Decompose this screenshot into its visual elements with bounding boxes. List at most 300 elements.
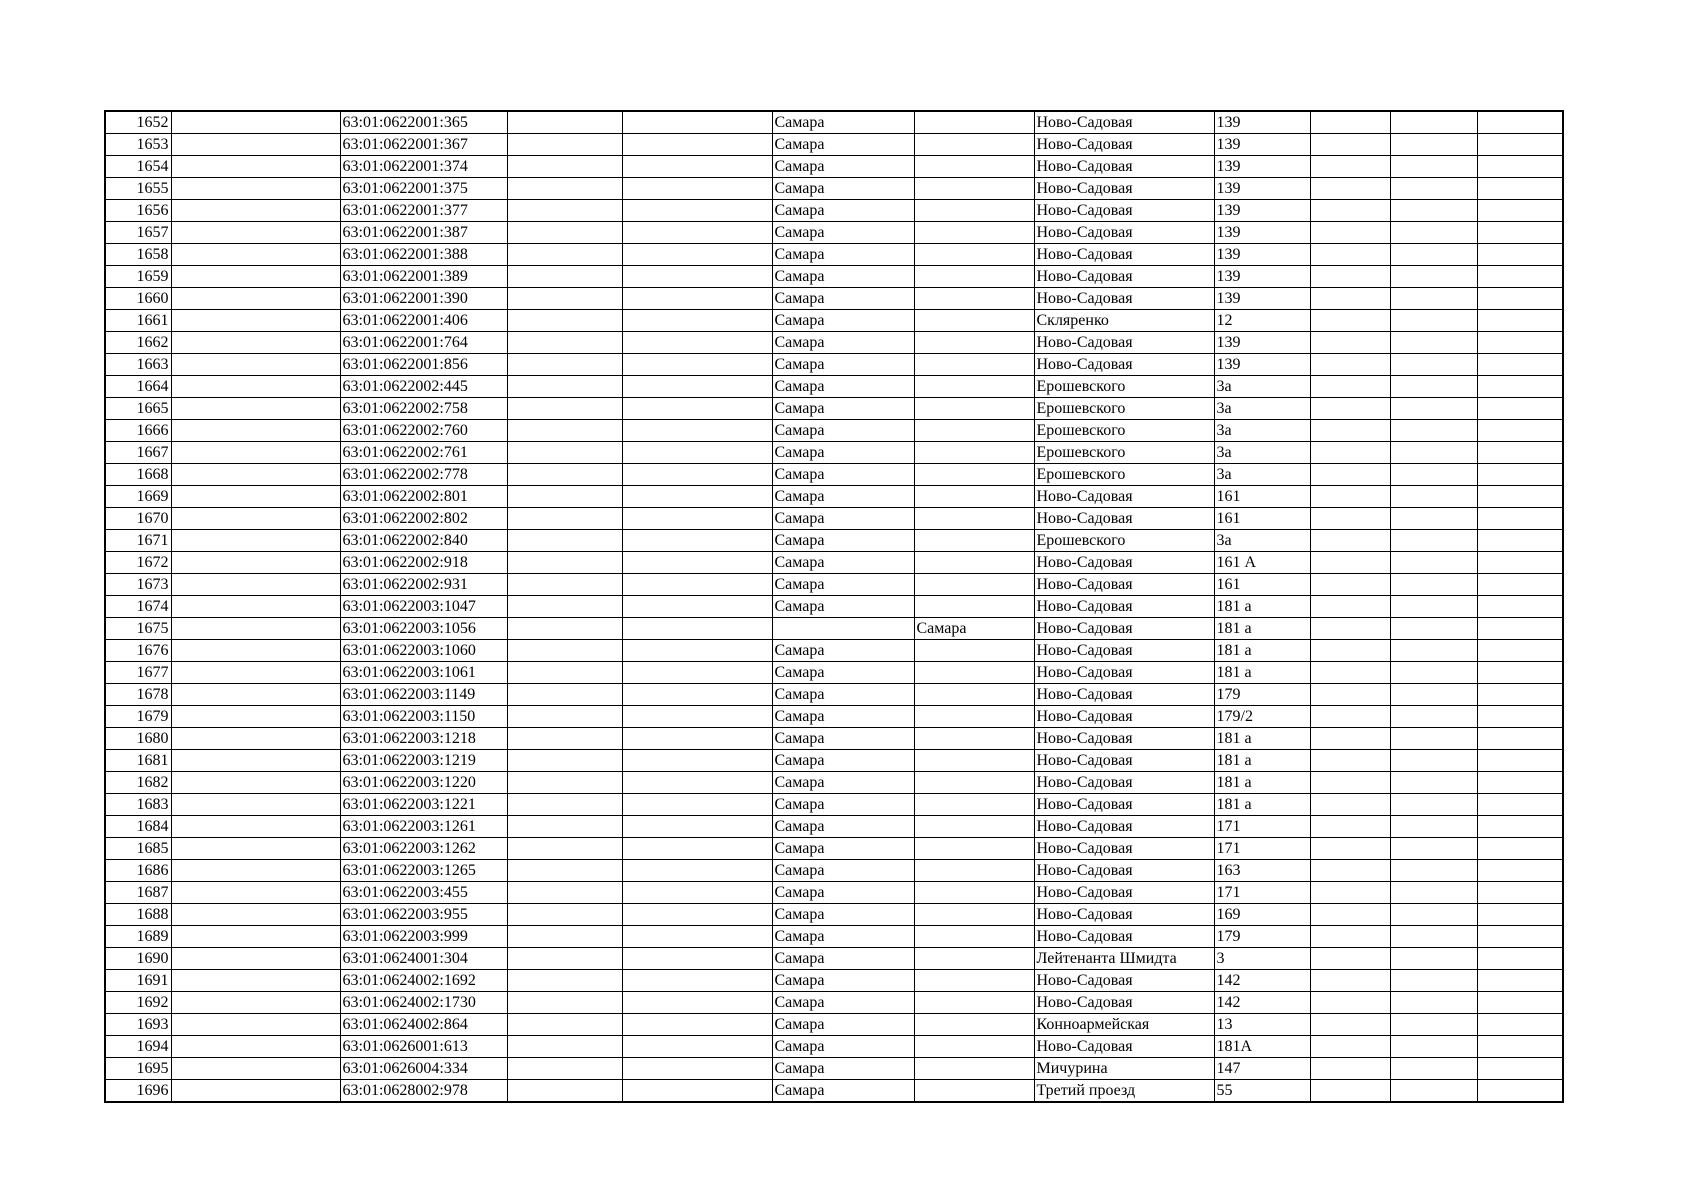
cell-city: Самара <box>772 464 914 486</box>
cell-row-number: 1678 <box>105 684 171 706</box>
cell-blank-col-12 <box>1477 728 1563 750</box>
cell-row-number: 1655 <box>105 178 171 200</box>
cell-street: Ново-Садовая <box>1034 750 1214 772</box>
cell-blank-col-2 <box>171 596 340 618</box>
cell-row-number: 1696 <box>105 1080 171 1103</box>
cell-city: Самара <box>772 178 914 200</box>
cell-blank-col-5 <box>622 596 772 618</box>
cell-row-number: 1690 <box>105 948 171 970</box>
cell-blank-col-2 <box>171 882 340 904</box>
cell-blank-col-2 <box>171 640 340 662</box>
cell-street: Ерошевского <box>1034 442 1214 464</box>
table-row <box>105 728 1563 750</box>
cell-blank-col-12 <box>1477 816 1563 838</box>
table-row <box>105 860 1563 882</box>
cell-street: Ново-Садовая <box>1034 904 1214 926</box>
cell-street: Ново-Садовая <box>1034 288 1214 310</box>
cell-city-alt <box>914 838 1034 860</box>
table-row <box>105 640 1563 662</box>
cell-cadastral-number: 63:01:0622003:1220 <box>340 772 507 794</box>
cell-blank-col-2 <box>171 200 340 222</box>
cell-cadastral-number: 63:01:0624002:1692 <box>340 970 507 992</box>
cell-blank-col-12 <box>1477 662 1563 684</box>
cell-blank-col-4 <box>507 772 622 794</box>
cell-street: Ново-Садовая <box>1034 552 1214 574</box>
cell-blank-col-11 <box>1390 728 1477 750</box>
cell-city: Самара <box>772 596 914 618</box>
cell-street: Ново-Садовая <box>1034 992 1214 1014</box>
cell-house-number: 139 <box>1214 134 1310 156</box>
cell-blank-col-5 <box>622 794 772 816</box>
cell-blank-col-5 <box>622 838 772 860</box>
cell-blank-col-2 <box>171 332 340 354</box>
cell-house-number: 171 <box>1214 882 1310 904</box>
cell-city-alt <box>914 882 1034 904</box>
cell-city: Самара <box>772 1080 914 1103</box>
table-row <box>105 706 1563 728</box>
cell-blank-col-10 <box>1310 222 1390 244</box>
cell-house-number: 3а <box>1214 530 1310 552</box>
table-row <box>105 111 1563 134</box>
cell-blank-col-2 <box>171 662 340 684</box>
cell-house-number: 161 <box>1214 486 1310 508</box>
cell-blank-col-4 <box>507 288 622 310</box>
cell-blank-col-2 <box>171 508 340 530</box>
cell-street: Мичурина <box>1034 1058 1214 1080</box>
cell-cadastral-number: 63:01:0622002:931 <box>340 574 507 596</box>
cell-blank-col-10 <box>1310 970 1390 992</box>
cell-city-alt <box>914 1080 1034 1103</box>
cell-blank-col-10 <box>1310 750 1390 772</box>
cell-blank-col-12 <box>1477 156 1563 178</box>
cell-blank-col-12 <box>1477 420 1563 442</box>
cell-row-number: 1687 <box>105 882 171 904</box>
cell-cadastral-number: 63:01:0622002:445 <box>340 376 507 398</box>
cell-blank-col-12 <box>1477 574 1563 596</box>
cell-cadastral-number: 63:01:0622001:375 <box>340 178 507 200</box>
cell-blank-col-10 <box>1310 398 1390 420</box>
cell-city-alt <box>914 508 1034 530</box>
cell-row-number: 1686 <box>105 860 171 882</box>
cell-blank-col-11 <box>1390 926 1477 948</box>
cell-blank-col-10 <box>1310 574 1390 596</box>
cell-blank-col-10 <box>1310 442 1390 464</box>
table-row <box>105 200 1563 222</box>
table-row <box>105 178 1563 200</box>
cell-blank-col-11 <box>1390 948 1477 970</box>
cell-street: Ново-Садовая <box>1034 508 1214 530</box>
cell-city-alt <box>914 266 1034 288</box>
cell-house-number: 181 а <box>1214 662 1310 684</box>
cell-city: Самара <box>772 288 914 310</box>
cell-blank-col-10 <box>1310 354 1390 376</box>
cell-blank-col-5 <box>622 200 772 222</box>
table-row <box>105 376 1563 398</box>
cell-blank-col-2 <box>171 156 340 178</box>
cell-house-number: 181 а <box>1214 728 1310 750</box>
cell-house-number: 3а <box>1214 442 1310 464</box>
cell-house-number: 179 <box>1214 926 1310 948</box>
cell-street: Ерошевского <box>1034 530 1214 552</box>
cell-blank-col-4 <box>507 816 622 838</box>
cell-street: Скляренко <box>1034 310 1214 332</box>
cell-cadastral-number: 63:01:0622003:1221 <box>340 794 507 816</box>
cell-row-number: 1671 <box>105 530 171 552</box>
cell-city-alt <box>914 596 1034 618</box>
cell-blank-col-10 <box>1310 178 1390 200</box>
cell-house-number: 142 <box>1214 992 1310 1014</box>
cell-blank-col-5 <box>622 1080 772 1103</box>
cell-row-number: 1685 <box>105 838 171 860</box>
cell-blank-col-12 <box>1477 244 1563 266</box>
cell-city-alt <box>914 530 1034 552</box>
cell-blank-col-12 <box>1477 398 1563 420</box>
cell-blank-col-5 <box>622 486 772 508</box>
cell-blank-col-10 <box>1310 288 1390 310</box>
cell-row-number: 1694 <box>105 1036 171 1058</box>
cell-blank-col-10 <box>1310 376 1390 398</box>
cell-city-alt <box>914 552 1034 574</box>
cell-street: Ново-Садовая <box>1034 266 1214 288</box>
cell-blank-col-12 <box>1477 266 1563 288</box>
cell-blank-col-5 <box>622 860 772 882</box>
cell-blank-col-11 <box>1390 684 1477 706</box>
cell-blank-col-11 <box>1390 618 1477 640</box>
cell-cadastral-number: 63:01:0622003:999 <box>340 926 507 948</box>
cell-city: Самара <box>772 970 914 992</box>
cell-blank-col-4 <box>507 618 622 640</box>
cell-blank-col-10 <box>1310 926 1390 948</box>
cell-blank-col-4 <box>507 1058 622 1080</box>
cell-house-number: 12 <box>1214 310 1310 332</box>
cell-city-alt <box>914 420 1034 442</box>
cell-blank-col-4 <box>507 1036 622 1058</box>
cell-city: Самара <box>772 486 914 508</box>
cell-city: Самара <box>772 860 914 882</box>
cell-blank-col-2 <box>171 244 340 266</box>
cell-blank-col-10 <box>1310 794 1390 816</box>
table-row <box>105 992 1563 1014</box>
cell-blank-col-10 <box>1310 838 1390 860</box>
cell-blank-col-5 <box>622 266 772 288</box>
cell-blank-col-2 <box>171 926 340 948</box>
cell-house-number: 139 <box>1214 156 1310 178</box>
cell-row-number: 1676 <box>105 640 171 662</box>
cell-cadastral-number: 63:01:0622001:374 <box>340 156 507 178</box>
cell-cadastral-number: 63:01:0622001:764 <box>340 332 507 354</box>
cell-blank-col-4 <box>507 684 622 706</box>
cell-blank-col-11 <box>1390 1014 1477 1036</box>
cell-cadastral-number: 63:01:0626001:613 <box>340 1036 507 1058</box>
cell-blank-col-4 <box>507 838 622 860</box>
cell-cadastral-number: 63:01:0622002:801 <box>340 486 507 508</box>
cell-blank-col-10 <box>1310 992 1390 1014</box>
cell-cadastral-number: 63:01:0622001:388 <box>340 244 507 266</box>
cell-row-number: 1668 <box>105 464 171 486</box>
cell-city: Самара <box>772 354 914 376</box>
cell-city-alt <box>914 904 1034 926</box>
table-row <box>105 618 1563 640</box>
cell-blank-col-11 <box>1390 750 1477 772</box>
cell-city: Самара <box>772 156 914 178</box>
cell-blank-col-11 <box>1390 442 1477 464</box>
cell-blank-col-12 <box>1477 948 1563 970</box>
cell-blank-col-11 <box>1390 398 1477 420</box>
cell-row-number: 1664 <box>105 376 171 398</box>
cell-blank-col-4 <box>507 530 622 552</box>
cell-blank-col-2 <box>171 706 340 728</box>
cell-row-number: 1695 <box>105 1058 171 1080</box>
cell-blank-col-12 <box>1477 750 1563 772</box>
cell-street: Ново-Садовая <box>1034 178 1214 200</box>
cell-blank-col-2 <box>171 816 340 838</box>
table-row <box>105 1014 1563 1036</box>
cell-blank-col-2 <box>171 750 340 772</box>
cell-blank-col-10 <box>1310 772 1390 794</box>
cell-city: Самара <box>772 420 914 442</box>
table-row <box>105 552 1563 574</box>
cell-street: Ново-Садовая <box>1034 640 1214 662</box>
cell-blank-col-5 <box>622 1058 772 1080</box>
cell-street: Ново-Садовая <box>1034 684 1214 706</box>
cell-cadastral-number: 63:01:0622001:377 <box>340 200 507 222</box>
cell-cadastral-number: 63:01:0622003:1060 <box>340 640 507 662</box>
cell-blank-col-10 <box>1310 486 1390 508</box>
cell-blank-col-2 <box>171 420 340 442</box>
cell-blank-col-11 <box>1390 860 1477 882</box>
cell-blank-col-4 <box>507 750 622 772</box>
cell-row-number: 1692 <box>105 992 171 1014</box>
cell-blank-col-12 <box>1477 904 1563 926</box>
cell-blank-col-10 <box>1310 530 1390 552</box>
cell-blank-col-5 <box>622 992 772 1014</box>
cell-city <box>772 618 914 640</box>
cell-city: Самара <box>772 134 914 156</box>
cell-blank-col-4 <box>507 794 622 816</box>
cell-blank-col-10 <box>1310 596 1390 618</box>
table-row <box>105 684 1563 706</box>
table-row <box>105 156 1563 178</box>
cell-city-alt <box>914 244 1034 266</box>
table-row <box>105 1080 1563 1103</box>
cell-blank-col-2 <box>171 134 340 156</box>
cell-blank-col-2 <box>171 464 340 486</box>
cell-cadastral-number: 63:01:0622002:758 <box>340 398 507 420</box>
cell-blank-col-4 <box>507 134 622 156</box>
table-row <box>105 794 1563 816</box>
cell-blank-col-10 <box>1310 156 1390 178</box>
cell-city: Самара <box>772 948 914 970</box>
cell-blank-col-2 <box>171 442 340 464</box>
cell-house-number: 181А <box>1214 1036 1310 1058</box>
cell-street: Ново-Садовая <box>1034 486 1214 508</box>
cell-city: Самара <box>772 530 914 552</box>
cell-blank-col-5 <box>622 574 772 596</box>
cell-blank-col-12 <box>1477 772 1563 794</box>
cell-blank-col-5 <box>622 332 772 354</box>
cell-row-number: 1658 <box>105 244 171 266</box>
cell-blank-col-5 <box>622 970 772 992</box>
cell-city: Самара <box>772 926 914 948</box>
cell-row-number: 1688 <box>105 904 171 926</box>
cell-city: Самара <box>772 750 914 772</box>
cell-row-number: 1657 <box>105 222 171 244</box>
cell-blank-col-12 <box>1477 486 1563 508</box>
cell-blank-col-12 <box>1477 178 1563 200</box>
cell-cadastral-number: 63:01:0622003:1265 <box>340 860 507 882</box>
cell-blank-col-11 <box>1390 574 1477 596</box>
cell-blank-col-12 <box>1477 332 1563 354</box>
cell-row-number: 1665 <box>105 398 171 420</box>
cell-blank-col-5 <box>622 156 772 178</box>
cell-blank-col-11 <box>1390 310 1477 332</box>
cell-blank-col-10 <box>1310 1036 1390 1058</box>
cell-blank-col-5 <box>622 816 772 838</box>
cell-blank-col-10 <box>1310 310 1390 332</box>
cell-blank-col-4 <box>507 508 622 530</box>
table-row <box>105 882 1563 904</box>
cell-house-number: 3а <box>1214 376 1310 398</box>
cell-city-alt <box>914 134 1034 156</box>
cell-blank-col-4 <box>507 904 622 926</box>
table-row <box>105 772 1563 794</box>
cell-blank-col-4 <box>507 398 622 420</box>
cell-blank-col-5 <box>622 398 772 420</box>
cell-house-number: 181 а <box>1214 772 1310 794</box>
cell-row-number: 1659 <box>105 266 171 288</box>
cell-city: Самара <box>772 882 914 904</box>
cadastral-register-table <box>104 110 1564 1103</box>
cell-row-number: 1652 <box>105 111 171 134</box>
cell-blank-col-11 <box>1390 156 1477 178</box>
cell-cadastral-number: 63:01:0622003:1047 <box>340 596 507 618</box>
cell-cadastral-number: 63:01:0622001:389 <box>340 266 507 288</box>
cell-blank-col-11 <box>1390 662 1477 684</box>
cell-blank-col-5 <box>622 222 772 244</box>
cell-blank-col-12 <box>1477 970 1563 992</box>
cell-city: Самара <box>772 706 914 728</box>
cell-cadastral-number: 63:01:0622003:1219 <box>340 750 507 772</box>
cell-house-number: 3 <box>1214 948 1310 970</box>
cell-street: Ново-Садовая <box>1034 882 1214 904</box>
cell-blank-col-10 <box>1310 618 1390 640</box>
cell-blank-col-10 <box>1310 420 1390 442</box>
cell-blank-col-4 <box>507 266 622 288</box>
cell-house-number: 179/2 <box>1214 706 1310 728</box>
cell-city-alt <box>914 1014 1034 1036</box>
table-row <box>105 332 1563 354</box>
cell-blank-col-5 <box>622 508 772 530</box>
table-row <box>105 464 1563 486</box>
cell-blank-col-2 <box>171 288 340 310</box>
cell-blank-col-12 <box>1477 926 1563 948</box>
cell-street: Ново-Садовая <box>1034 970 1214 992</box>
cell-cadastral-number: 63:01:0624002:864 <box>340 1014 507 1036</box>
cell-blank-col-5 <box>622 111 772 134</box>
cell-blank-col-12 <box>1477 464 1563 486</box>
cell-blank-col-4 <box>507 200 622 222</box>
cell-blank-col-11 <box>1390 882 1477 904</box>
cell-blank-col-2 <box>171 376 340 398</box>
cell-city: Самара <box>772 111 914 134</box>
cell-blank-col-11 <box>1390 332 1477 354</box>
cell-city: Самара <box>772 508 914 530</box>
cell-blank-col-2 <box>171 574 340 596</box>
cell-blank-col-10 <box>1310 111 1390 134</box>
cell-row-number: 1674 <box>105 596 171 618</box>
cell-blank-col-2 <box>171 970 340 992</box>
cell-blank-col-11 <box>1390 772 1477 794</box>
cell-street: Ново-Садовая <box>1034 244 1214 266</box>
cell-blank-col-10 <box>1310 640 1390 662</box>
cell-row-number: 1666 <box>105 420 171 442</box>
cell-city-alt <box>914 486 1034 508</box>
cell-city-alt <box>914 706 1034 728</box>
cell-house-number: 139 <box>1214 288 1310 310</box>
cell-blank-col-10 <box>1310 200 1390 222</box>
cell-blank-col-12 <box>1477 200 1563 222</box>
cell-blank-col-10 <box>1310 1014 1390 1036</box>
cell-blank-col-2 <box>171 222 340 244</box>
cell-blank-col-12 <box>1477 508 1563 530</box>
cell-city: Самара <box>772 244 914 266</box>
cell-city-alt <box>914 728 1034 750</box>
cell-blank-col-2 <box>171 728 340 750</box>
cell-blank-col-11 <box>1390 134 1477 156</box>
cell-city: Самара <box>772 574 914 596</box>
cell-blank-col-5 <box>622 354 772 376</box>
table-row <box>105 838 1563 860</box>
cell-city: Самара <box>772 728 914 750</box>
cell-city: Самара <box>772 398 914 420</box>
cell-cadastral-number: 63:01:0622001:365 <box>340 111 507 134</box>
cell-blank-col-5 <box>622 178 772 200</box>
cell-city-alt <box>914 926 1034 948</box>
cell-blank-col-12 <box>1477 222 1563 244</box>
cell-blank-col-2 <box>171 1014 340 1036</box>
cell-city-alt <box>914 310 1034 332</box>
cell-blank-col-10 <box>1310 266 1390 288</box>
cell-blank-col-2 <box>171 178 340 200</box>
cell-city-alt <box>914 111 1034 134</box>
cell-cadastral-number: 63:01:0622001:406 <box>340 310 507 332</box>
cell-street: Ново-Садовая <box>1034 728 1214 750</box>
table-row <box>105 816 1563 838</box>
cell-blank-col-4 <box>507 728 622 750</box>
cell-house-number: 139 <box>1214 178 1310 200</box>
cell-cadastral-number: 63:01:0622003:1218 <box>340 728 507 750</box>
cell-city-alt <box>914 662 1034 684</box>
cell-row-number: 1672 <box>105 552 171 574</box>
cell-blank-col-2 <box>171 860 340 882</box>
cell-blank-col-4 <box>507 882 622 904</box>
cell-blank-col-10 <box>1310 860 1390 882</box>
cell-row-number: 1669 <box>105 486 171 508</box>
cell-city-alt <box>914 970 1034 992</box>
cell-cadastral-number: 63:01:0628002:978 <box>340 1080 507 1103</box>
cell-city-alt: Самара <box>914 618 1034 640</box>
cell-blank-col-11 <box>1390 530 1477 552</box>
cell-blank-col-4 <box>507 156 622 178</box>
cell-cadastral-number: 63:01:0622003:1261 <box>340 816 507 838</box>
cell-blank-col-11 <box>1390 706 1477 728</box>
cell-blank-col-12 <box>1477 376 1563 398</box>
cell-blank-col-4 <box>507 310 622 332</box>
cell-street: Ново-Садовая <box>1034 926 1214 948</box>
cell-blank-col-12 <box>1477 860 1563 882</box>
cell-blank-col-5 <box>622 310 772 332</box>
table-row <box>105 310 1563 332</box>
